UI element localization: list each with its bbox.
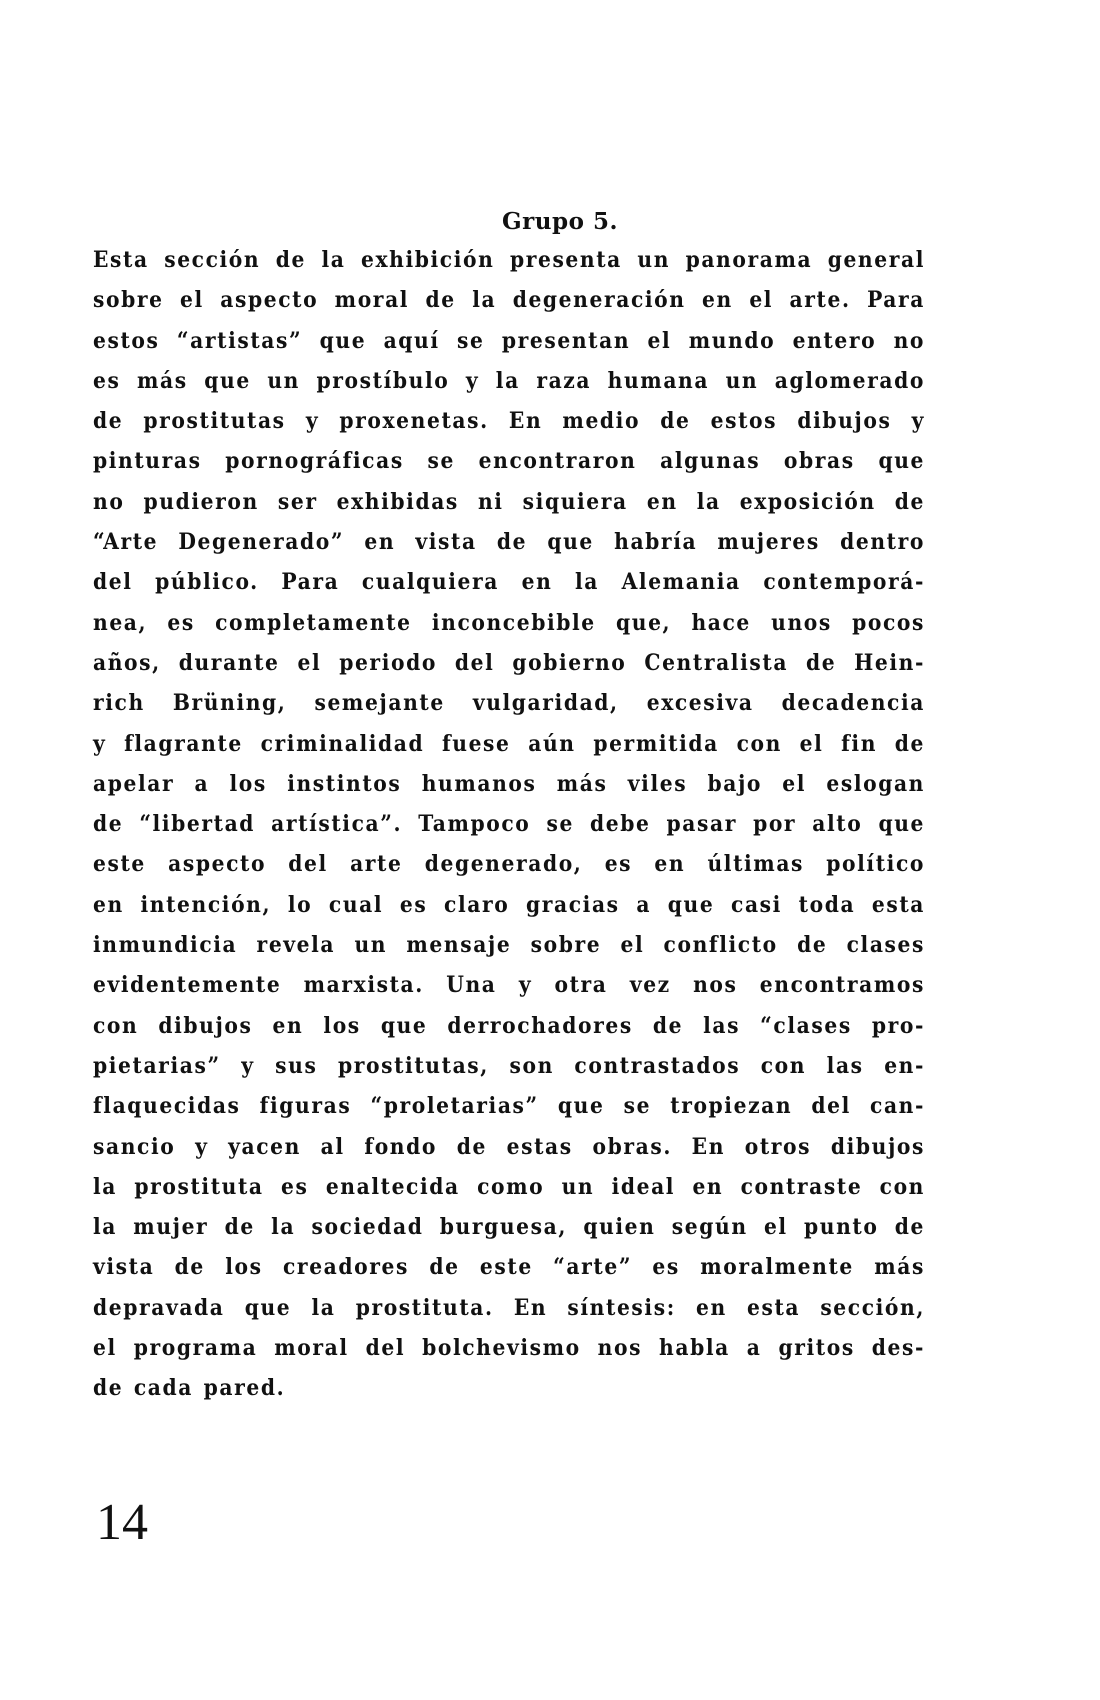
text-line: el programa moral del bolchevismo nos habla a gritos des- — [93, 1335, 925, 1362]
page-number: 14 — [96, 1494, 148, 1551]
text-line: no pudieron ser exhibidas ni siquiera en la exposición de — [93, 488, 925, 515]
text-line: flaquecidas figuras “proletarias” que se tropiezan del can- — [93, 1093, 925, 1120]
body-paragraph — [93, 240, 925, 1409]
text-line: en intención, lo cual es claro gracias a que casi toda esta — [93, 891, 925, 918]
text-line: años, durante el periodo del gobierno Centralista de Hein- — [93, 649, 925, 676]
text-line: de cada pared. — [93, 1375, 286, 1402]
text-line: sancio y yacen al fondo de estas obras. En otros dibujos — [93, 1133, 925, 1160]
text-line: nea, es completamente inconcebible que, hace unos pocos — [93, 609, 925, 636]
text-line: Esta sección de la exhibición presenta un panorama general — [93, 247, 925, 273]
text-line: con dibujos en los que derrochadores de las “clases pro- — [93, 1012, 925, 1039]
text-line: pietarias” y sus prostitutas, son contrastados con las en- — [93, 1052, 925, 1079]
text-line: depravada que la prostituta. En síntesis: en esta sección, — [93, 1294, 925, 1321]
text-line: “Arte Degenerado” en vista de que habría mujeres dentro — [93, 529, 925, 556]
text-line: la mujer de la sociedad burguesa, quien según el punto de — [93, 1214, 925, 1241]
text-line: rich Brüning, semejante vulgaridad, excesiva decadencia — [93, 690, 925, 717]
text-line: vista de los creadores de este “arte” es moralmente más — [93, 1254, 925, 1281]
text-line: del público. Para cualquiera en la Alemania contemporá- — [93, 569, 925, 596]
text-line: sobre el aspecto moral de la degeneración en el arte. Para — [93, 287, 925, 314]
text-line: evidentemente marxista. Una y otra vez nos encontramos — [93, 972, 925, 999]
text-line: de prostitutas y proxenetas. En medio de estos dibujos y — [93, 408, 925, 435]
text-line: es más que un prostíbulo y la raza humana un aglomerado — [93, 367, 925, 394]
text-line: de “libertad artística”. Tampoco se debe pasar por alto que — [93, 811, 925, 838]
text-line: la prostituta es enaltecida como un ideal en contraste con — [93, 1173, 925, 1200]
text-line: este aspecto del arte degenerado, es en últimas político — [93, 851, 925, 878]
text-line: pinturas pornográficas se encontraron algunas obras que — [93, 448, 925, 475]
text-line: estos “artistas” que aquí se presentan el mundo entero no — [93, 327, 925, 354]
text-line: inmundicia revela un mensaje sobre el conflicto de clases — [93, 932, 925, 959]
text-line: apelar a los instintos humanos más viles bajo el eslogan — [93, 770, 925, 797]
text-line: y flagrante criminalidad fuese aún permitida con el fin de — [93, 730, 925, 757]
section-heading: Grupo 5. — [502, 208, 618, 235]
